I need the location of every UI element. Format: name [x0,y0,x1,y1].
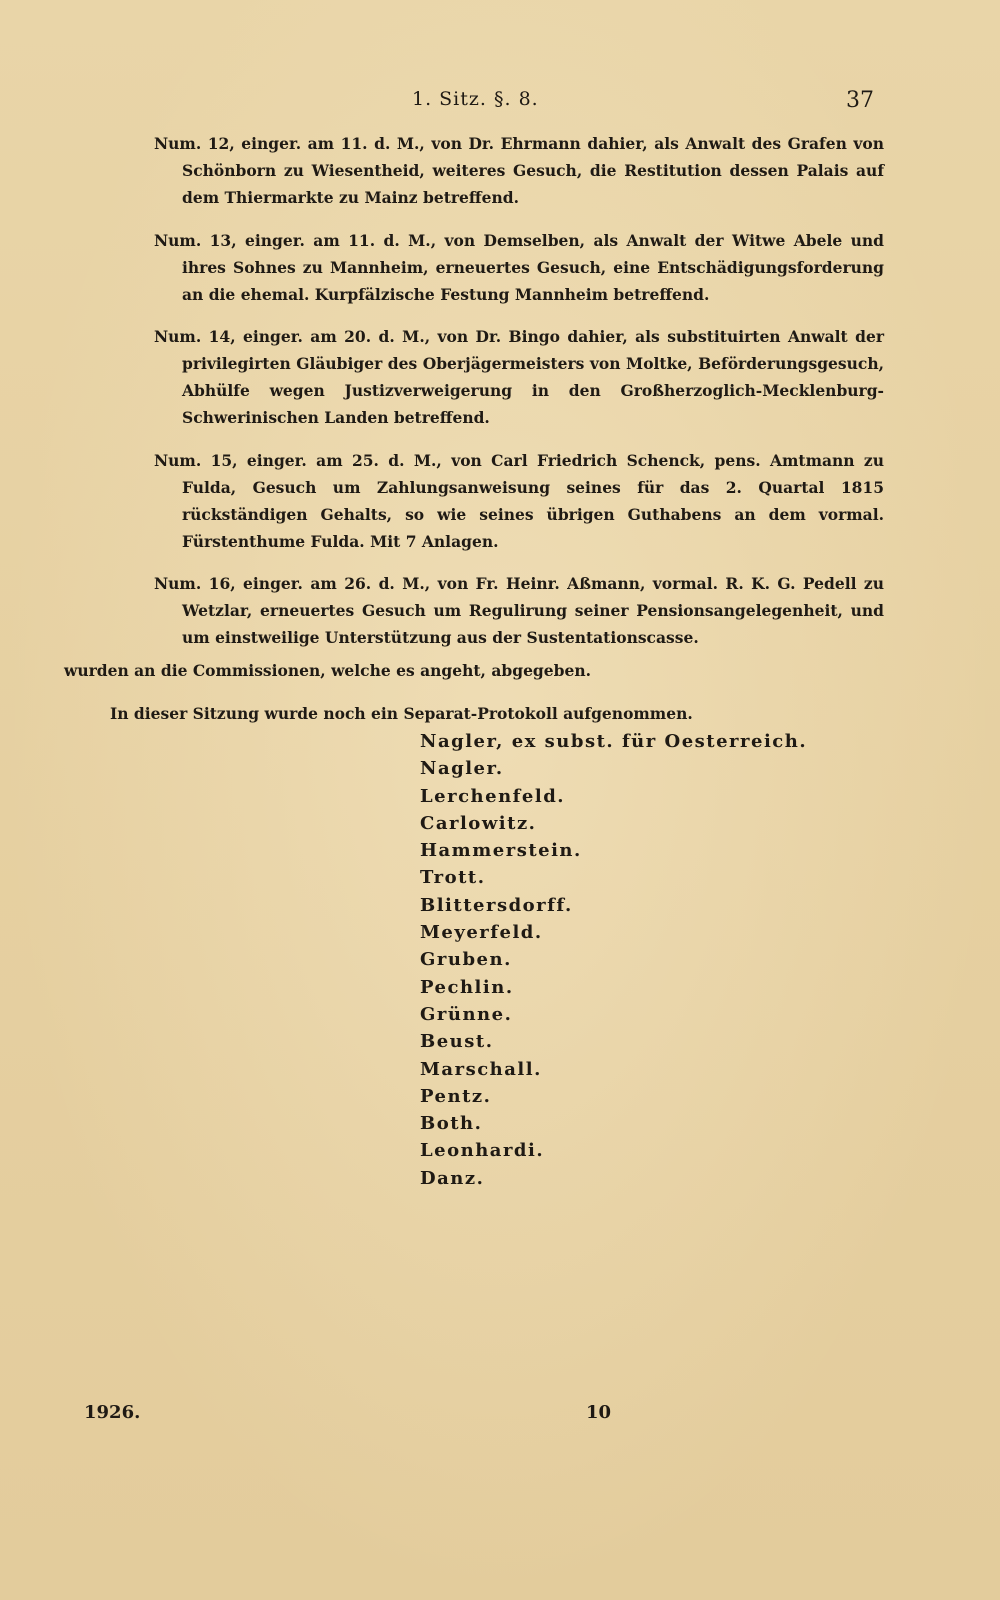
entry-list [64,130,884,742]
entry-num-12: Num. 12, einger. am 11. d. M., von Dr. Ehrmann dahier, als Anwalt des Grafen von Schönborn zu Wiesentheid, weiteres Gesuch, die Restitution dessen Palais auf dem Thiermarkte zu Mainz betreffend. [154,134,884,207]
session-note: In dieser Sitzung wurde noch ein Separat-Protokoll aufgenommen. [110,703,693,723]
signature-name: Blittersdorff. [420,894,573,916]
signature-list [420,728,880,1192]
entry-num-13: Num. 13, einger. am 11. d. M., von Demselben, als Anwalt der Witwe Abele und ihres Sohnes zu Mannheim, erneuertes Gesuch, eine Entschädigungsforderung an die ehemal. Kurpfälzische Festung Mannheim betreffend. [154,230,884,304]
signature-name: Hammerstein. [420,840,582,862]
signature-name: Gruben. [420,949,512,971]
signature-name: Lerchenfeld. [420,785,566,807]
signature-name: Nagler, ex subst. für Oesterreich. [420,731,808,752]
signature-name: Both. [420,1113,483,1135]
signature-name: Carlowitz. [420,812,537,834]
sheet-number: 10 [586,1402,612,1423]
running-head: 1. Sitz. §. 8. [412,88,539,110]
signature-name: Pechlin. [420,976,514,998]
signature-name: Danz. [420,1167,485,1189]
page-number: 37 [846,88,874,113]
signature-name: Nagler. [420,758,504,780]
signature-name: Pentz. [420,1085,492,1107]
signature-name: Leonhardi. [420,1140,545,1162]
signature-name: Beust. [420,1031,494,1053]
signature-name: Marschall. [420,1058,542,1080]
signature-name: Meyerfeld. [420,922,543,944]
closing-line: wurden an die Commissionen, welche es angeht, abgegeben. [64,661,591,680]
signature-mark: 1926. [84,1402,141,1423]
entry-num-16: Num. 16, einger. am 26. d. M., von Fr. Heinr. Aßmann, vormal. R. K. G. Pedell zu Wetzlar, erneuertes Gesuch um Regulirung seiner Pensionsangelegenheit, und um einstweilige Unterstützung aus der Sustentationscasse. [154,574,884,647]
entry-num-14: Num. 14, einger. am 20. d. M., von Dr. Bingo dahier, als substituirten Anwalt der privilegirten Gläubiger des Oberjägermeisters von Moltke, Beförderungsgesuch, Abhülfe wegen Justizverweigerung in den Großherzoglich-Mecklenburg-Schwerinischen Landen betreffend. [154,327,884,427]
page-header [0,88,1000,118]
signature-name: Grünne. [420,1003,513,1025]
signature-name: Trott. [420,867,486,889]
entry-num-15: Num. 15, einger. am 25. d. M., von Carl Friedrich Schenck, pens. Amtmann zu Fulda, Gesuch um Zahlungsanweisung seines für das 2. Quartal 1815 rückständigen Gehalts, so wie seines übrigen Guthabens an dem vormal. Fürstenthume Fulda. Mit 7 Anlagen. [154,450,884,551]
